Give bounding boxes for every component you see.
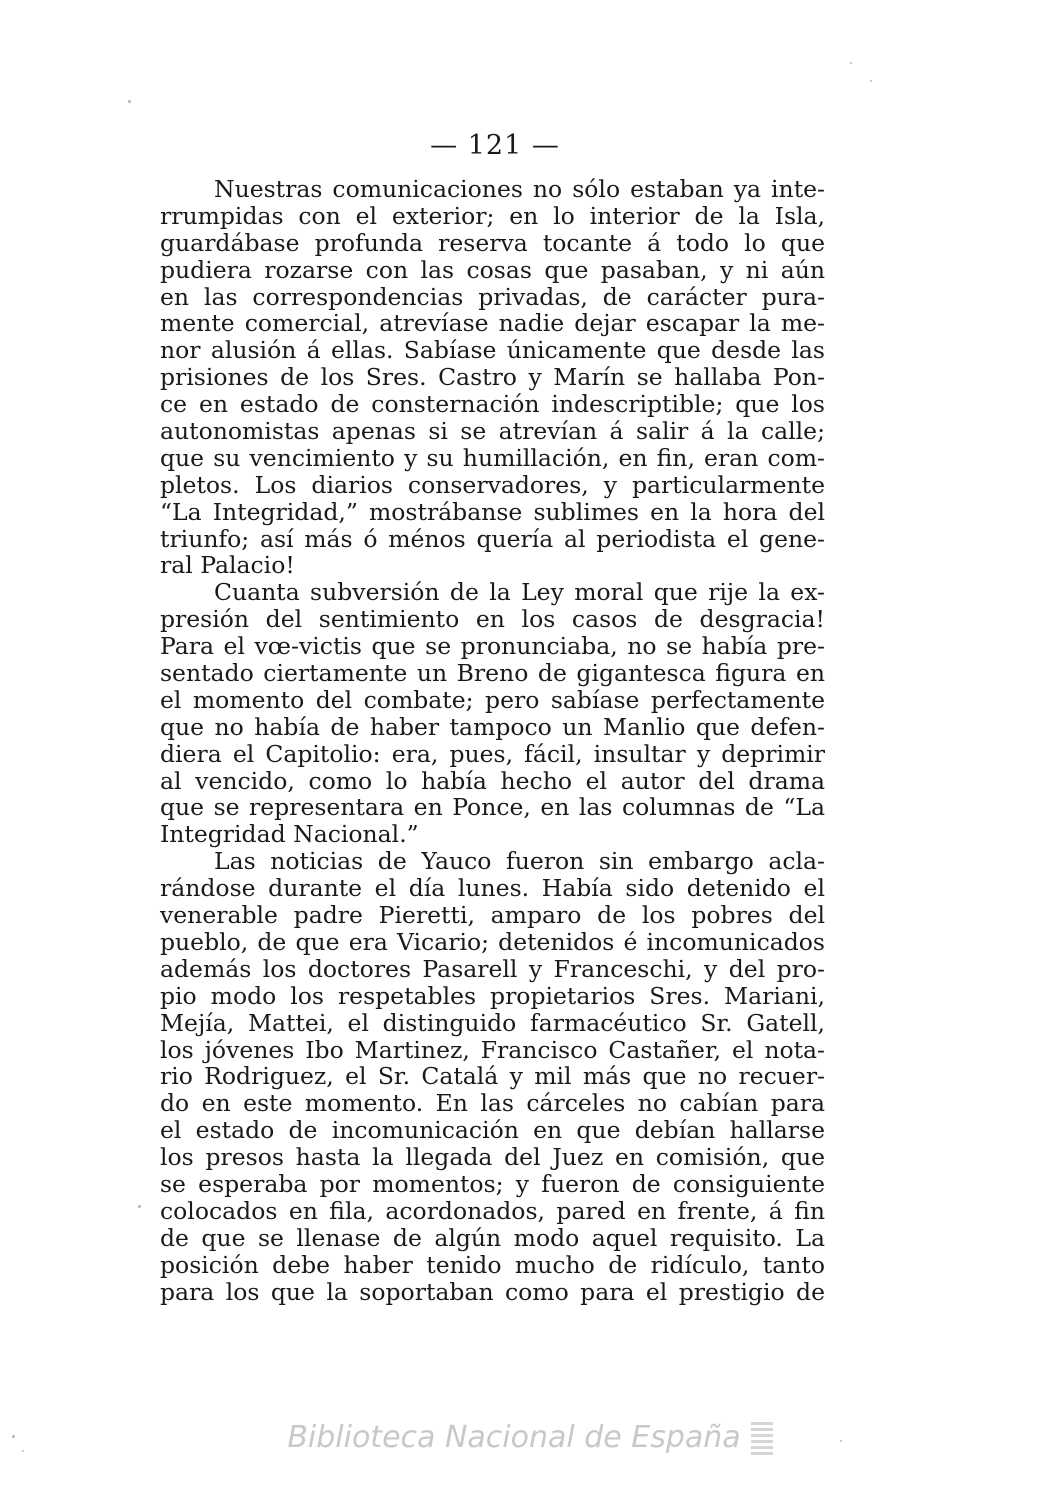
text-line: pletos. Los diarios conservadores, y particularmente bbox=[160, 470, 825, 499]
text-line: do en este momento. En las cárceles no cabían para bbox=[160, 1089, 825, 1118]
text-line: los presos hasta la llegada del Juez en comisión, que bbox=[160, 1143, 825, 1172]
text-line: el momento del combate; pero sabíase perfectamente bbox=[160, 685, 825, 714]
text-line: pudiera rozarse con las cosas que pasaban, y ni aún bbox=[160, 255, 825, 284]
text-line: que no había de haber tampoco un Manlio que defen- bbox=[160, 712, 825, 741]
text-line: Nuestras comunicaciones no sólo estaban ya inte- bbox=[214, 175, 825, 203]
text-line: de que se llenase de algún modo aquel requisito. La bbox=[160, 1223, 825, 1252]
scan-speck bbox=[850, 62, 852, 64]
text-line: rrumpidas con el exterior; en lo interior de la Isla, bbox=[160, 201, 825, 230]
text-line: nor alusión á ellas. Sabíase únicamente que desde las bbox=[160, 336, 825, 365]
text-line: pio modo los respetables propietarios Sres. Mariani, bbox=[160, 981, 825, 1010]
text-line: colocados en fila, acordonados, pared en frente, á fin bbox=[160, 1196, 825, 1225]
text-line: en las correspondencias privadas, de carácter pura- bbox=[160, 282, 825, 311]
text-line: el estado de incomunicación en que debían hallarse bbox=[160, 1116, 825, 1145]
library-watermark bbox=[0, 1420, 1060, 1456]
text-line: para los que la soportaban como para el prestigio de bbox=[160, 1277, 825, 1306]
scan-speck bbox=[138, 1205, 141, 1208]
text-line: ce en estado de consternación indescriptible; que los bbox=[160, 390, 825, 419]
text-line: que se representara en Ponce, en las columnas de “La bbox=[160, 793, 825, 822]
text-line: Para el vœ-victis que se pronunciaba, no se había pre- bbox=[160, 632, 825, 661]
text-line: posición debe haber tenido mucho de ridículo, tanto bbox=[160, 1250, 825, 1279]
library-logo-icon bbox=[751, 1422, 773, 1456]
text-line: Cuanta subversión de la Ley moral que rije la ex- bbox=[214, 578, 825, 607]
text-line: pueblo, de que era Vicario; detenidos é incomunicados bbox=[160, 927, 825, 956]
text-line: rándose durante el día lunes. Había sido detenido el bbox=[160, 874, 825, 903]
watermark-text: Biblioteca Nacional de España bbox=[287, 1420, 741, 1455]
text-line: al vencido, como lo había hecho el autor del drama bbox=[160, 766, 825, 795]
text-line: autonomistas apenas si se atrevían á salir á la calle; bbox=[160, 417, 825, 446]
scan-speck bbox=[870, 80, 872, 82]
text-line: rio Rodriguez, el Sr. Catalá y mil más que no recuer- bbox=[160, 1062, 825, 1091]
text-line: que su vencimiento y su humillación, en fin, eran com- bbox=[160, 443, 825, 472]
text-line: además los doctores Pasarell y Franceschi, y del pro- bbox=[160, 954, 825, 983]
text-line: Las noticias de Yauco fueron sin embargo acla- bbox=[214, 847, 825, 876]
text-line: diera el Capitolio: era, pues, fácil, insultar y deprimir bbox=[160, 739, 825, 768]
scan-speck bbox=[128, 100, 131, 103]
paragraph-3 bbox=[160, 848, 825, 1305]
text-line: los jóvenes Ibo Martinez, Francisco Castañer, el nota- bbox=[160, 1035, 825, 1064]
text-line: “La Integridad,” mostrábanse sublimes en la hora del bbox=[160, 497, 825, 526]
paragraph-2 bbox=[160, 579, 825, 848]
text-line: sentado ciertamente un Breno de gigantesca figura en bbox=[160, 659, 825, 688]
page-number: — 121 — bbox=[430, 130, 560, 161]
text-line: se esperaba por momentos; y fueron de consiguiente bbox=[160, 1169, 825, 1198]
text-line: triunfo; así más ó ménos quería al periodista el gene- bbox=[160, 524, 825, 553]
text-line: presión del sentimiento en los casos de desgracia! bbox=[160, 605, 825, 634]
text-line: Integridad Nacional.” bbox=[160, 820, 419, 849]
text-line: venerable padre Pieretti, amparo de los pobres del bbox=[160, 901, 825, 930]
text-line: ral Palacio! bbox=[160, 551, 295, 580]
text-line: guardábase profunda reserva tocante á todo lo que bbox=[160, 228, 825, 257]
text-line: prisiones de los Sres. Castro y Marín se hallaba Pon- bbox=[160, 363, 825, 392]
paragraph-1 bbox=[160, 176, 825, 579]
text-line: mente comercial, atrevíase nadie dejar escapar la me- bbox=[160, 309, 825, 338]
body-text bbox=[160, 176, 825, 1305]
text-line: Mejía, Mattei, el distinguido farmacéutico Sr. Gatell, bbox=[160, 1008, 825, 1037]
